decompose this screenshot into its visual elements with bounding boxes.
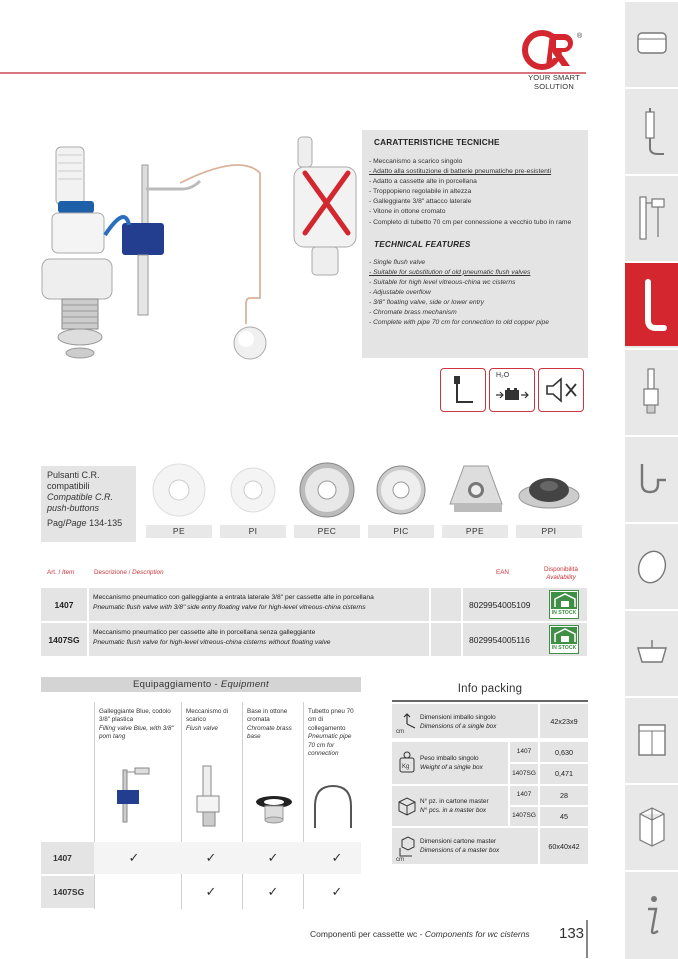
equipment-col-filling-valve: Galleggiante Blue, codolo 3/8" plastica Filling valve Blue, with 3/8" pom tang [94,702,181,909]
info-packing-rule [392,700,588,702]
toilet-seat-icon [634,537,670,595]
high-cistern-icon [448,374,478,406]
check-mark: ✓ [267,850,279,865]
pushbutton-ppe[interactable] [440,460,510,538]
check-mark: ✓ [205,850,217,865]
check-mark: ✓ [128,850,140,865]
item-description: Meccanismo pneumatico con galleggiante a entrata laterale 3/8" per cassette alte in porcellana Pneumatic flush valve with 3/8" side entry floating valve for high-level vitreous-china cisterns [93,594,374,611]
pushbutton-ppi-image [516,460,582,520]
equipment-col-brass-base: Base in ottone cromata Chromate brass base [242,702,303,909]
sidebar-item-info[interactable] [625,870,678,959]
tech-item: - Suitable for high level vitreous-china wc cisterns [369,278,516,286]
table-row[interactable] [41,588,587,621]
pushbutton-pe-image [146,460,212,520]
tech-item: - Adatto alla sostituzione di batterie pneumatiche pre-esistenti [369,168,552,176]
master-dimensions-icon [396,832,418,862]
sidebar-item-box[interactable] [625,783,678,868]
master-box-pieces-row: N° pz. in cartone master N° pcs. in a master box 1407 28 1407SG 45 [392,786,588,826]
tech-item: - Adatto a cassette alte in porcellana [369,178,477,186]
pushbuttons-title: Pulsanti C.R. compatibili [47,470,100,491]
pushbutton-pec-image [294,460,360,520]
sidebar-item-pneumatic[interactable] [625,261,678,346]
svg-text:cm: cm [396,857,404,862]
weight-icon [396,750,418,776]
water-battery-feature [489,368,535,412]
equipment-col-flush-valve: Meccanismo di scarico Flush valve [181,702,242,909]
col-desc-header: Descrizione / Description [94,569,164,576]
item-code: 1407SG [41,623,89,656]
in-stock-badge: IN STOCK [549,625,579,654]
tech-item: - Single flush valve [369,258,426,266]
pushbutton-ppe-image [442,460,508,520]
master-box-icon [396,794,418,816]
pushbuttons-title-en: Compatible C.R. push-buttons [47,492,114,513]
high-cistern-feature [440,368,486,412]
float-valve-icon [634,189,670,247]
pushbutton-label: PE [146,525,212,538]
page-number: 133 [559,925,585,942]
table-row[interactable] [41,623,587,656]
filling-valve-image [113,766,153,830]
pushbutton-pec[interactable] [292,460,362,538]
tech-item: - Suitable for substitution of old pneumatic flush valves [369,268,531,276]
tech-item: - Vitone in ottone cromato [369,208,446,216]
slogan-line-1: YOUR SMART [528,73,580,82]
slogan-line-2: SOLUTION [534,81,574,91]
pushbutton-label: PI [220,525,286,538]
pushbutton-pi[interactable] [218,460,288,538]
pushbuttons-page-ref[interactable]: Pag/Page 134-135 [47,518,123,528]
sidebar-item-sink[interactable] [625,609,678,694]
sink-icon [634,624,670,682]
pushbutton-label: PEC [294,525,360,538]
equipment-row-1407sg: 1407SG [41,876,94,908]
pushbutton-label: PPI [516,525,582,538]
svg-text:Kg: Kg [402,764,410,770]
check-mark: ✓ [331,850,343,865]
tech-item: - Galleggiante 3/8" attacco laterale [369,198,472,206]
tech-list-en [369,258,582,329]
mute-speaker-icon [543,375,579,405]
h2o-label: H₂O [496,372,510,379]
cistern-icon [634,15,670,73]
warehouse-icon [551,592,579,609]
feature-icons [440,368,584,412]
check-mark: ✓ [205,884,217,899]
equipment-table [41,702,361,909]
tech-list-it [369,157,582,228]
pushbutton-pic[interactable] [366,460,436,538]
sidebar-item-overflow[interactable] [625,348,678,433]
item-ean: 8029954005109 [461,588,530,621]
pushbutton-list [144,460,604,544]
check-mark: ✓ [267,884,279,899]
brand-slogan [522,74,586,91]
svg-text:cm: cm [396,729,404,734]
pushbutton-pi-image [220,460,286,520]
silent-feature [538,368,584,412]
flush-valve-image [191,762,227,832]
header-rule [0,72,586,74]
equipment-row-1407: 1407 [41,842,94,874]
brand-logo[interactable] [520,28,586,72]
product-image [30,125,370,375]
tech-item: - Troppopieno regolabile in altezza [369,188,472,196]
overflow-icon [634,363,670,421]
tech-item: - 3/8" floating valve, side or lower entry [369,299,485,307]
sidebar-item-siphon[interactable] [625,435,678,520]
sidebar-item-float-valve[interactable] [625,174,678,259]
warehouse-icon [551,627,579,644]
tech-item: - Adjustable overflow [369,288,431,296]
box-icon [634,798,670,856]
sidebar-item-toilet-seat[interactable] [625,522,678,607]
sidebar-item-cabinet[interactable] [625,696,678,781]
pushbutton-label: PIC [368,525,434,538]
technical-features-box [362,130,588,358]
brass-base-image [254,792,294,828]
sidebar-item-flush-valve[interactable] [625,87,678,172]
dimensions-icon [396,710,418,734]
pipe-image [309,782,357,830]
tech-item: - Chromate brass mechanism [369,309,457,317]
master-box-dimensions-row: cm Dimensioni cartone master Dimensions of a master box 60x40x42 [392,828,588,864]
svg-text:®: ® [577,33,583,40]
siphon-icon [634,450,670,508]
category-sidebar [625,0,678,959]
in-stock-badge: IN STOCK [549,590,579,619]
info-packing-title: Info packing [457,683,523,695]
tech-title-it: CARATTERISTICHE TECNICHE [374,138,500,147]
item-description: Meccanismo pneumatico per cassette alte in porcellana senza galleggiante Pneumatic flush valve for high-level vitreous-china cisterns without floating valve [93,629,331,646]
tech-item: - Completo di tubetto 70 cm per connessione a vecchio tubo in rame [369,218,572,226]
info-icon [634,887,670,945]
equipment-title: Equipaggiamento - Equipment [41,677,361,692]
tech-title-en: TECHNICAL FEATURES [374,239,471,249]
sidebar-item-cistern[interactable] [625,0,678,85]
footer-rule [586,920,588,958]
pushbutton-pe[interactable] [144,460,214,538]
flush-valve-icon [634,102,670,160]
col-ean-header: EAN [496,569,509,576]
pushbutton-pic-image [368,460,434,520]
tech-item: - Meccanismo a scarico singolo [369,158,463,165]
equipment-col-pipe: Tubetto pneu 70 cm di collegamento Pneumatic pipe 70 cm for connection [303,702,361,909]
compatible-pushbuttons-box [41,466,136,542]
box-weight-row: Kg Peso imballo singolo Weight of a single box 1407 0,630 1407SG 0,471 [392,742,588,784]
item-code: 1407 [41,588,89,621]
pushbutton-ppi[interactable] [514,460,584,538]
cabinet-icon [634,711,670,769]
col-availability-header: Disponibilità Availability [544,566,578,581]
pneumatic-tube-icon [634,276,670,334]
pushbutton-label: PPE [442,525,508,538]
tech-item: - Complete with pipe 70 cm for connection to old copper pipe [369,319,549,327]
check-mark: ✓ [331,884,343,899]
col-item-header: Art. / Item [47,569,75,576]
footer-caption: Componenti per cassette wc - Components for wc cisterns [310,929,530,939]
box-dimensions-row: cm Dimensioni imballo singolo Dimensions of a single box 42x23x9 [392,704,588,738]
item-ean: 8029954005116 [461,623,530,656]
